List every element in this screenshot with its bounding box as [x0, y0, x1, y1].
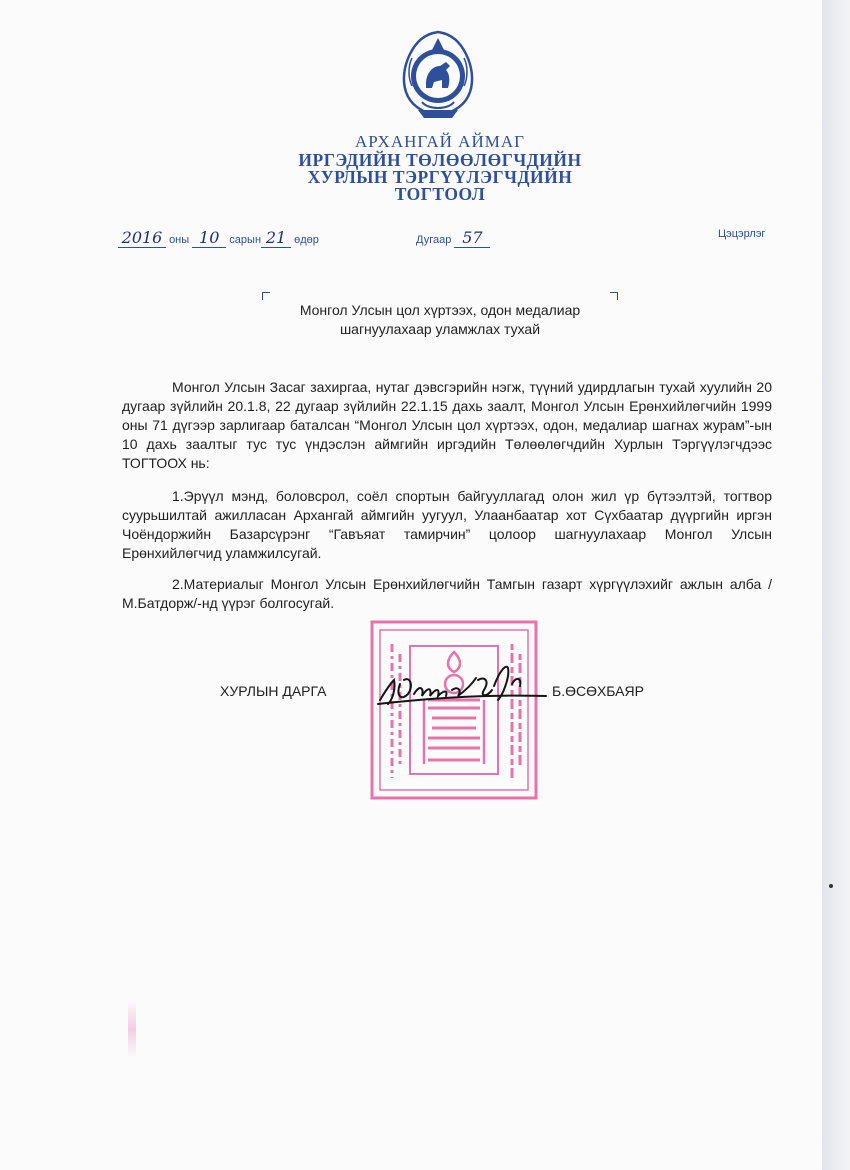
document-number: [416, 228, 490, 248]
number-value: 57: [454, 228, 490, 248]
date-year-suffix: оны: [169, 234, 190, 246]
place: Цэцэрлэг: [718, 228, 766, 240]
header-line-3: ТОГТООЛ: [394, 184, 486, 204]
date-day: 21: [261, 228, 291, 248]
title-corner-left: [262, 292, 270, 300]
handwritten-signature: [374, 650, 550, 718]
date-day-suffix: өдөр: [294, 234, 319, 246]
signature-title: ХУРЛЫН ДАРГА: [220, 683, 327, 699]
title-line-1: Монгол Улсын цол хүртээх, одон медалиар: [299, 302, 581, 318]
date-line: [118, 228, 319, 248]
scan-dust-dot: [829, 884, 833, 888]
aimag-name: АРХАНГАЙ АЙМАГ: [355, 132, 525, 151]
title-line-2: шагнуулахаар уламжлах тухай: [339, 321, 541, 337]
scan-edge: [822, 0, 850, 1170]
date-month-suffix: сарын: [229, 234, 262, 246]
date-month: 10: [192, 228, 226, 248]
paragraph-preamble: Монгол Улсын Засаг захиргаа, нутаг дэвсгэрийн нэгж, түүний удирдлагын тухай хуулийн 20 дугаар зүйлийн 20.1.8, 22 дугаар зүйлийн 22.1.15 дахь заалт, Монгол Улсын Ерөнхийлөгчийн 1999 оны 71 дүгээр зарлигаар баталсан “Монгол Улсын цол хүртээх, одон, медалиар шагнах журам”-ын 10 дахь заалтыг тус тус үндэслэн аймгийн иргэдийн Төлөөлөгчдийн Хурлын Тэргүүлэгчдээс ТОГТООХ нь:: [122, 379, 772, 471]
header-line-2: ХУРЛЫН ТЭРГҮҮЛЭГЧДИЙН: [307, 167, 573, 187]
title-corner-right: [610, 292, 618, 300]
number-label: Дугаар: [416, 234, 452, 246]
date-year: 2016: [118, 228, 166, 248]
paragraph-item-2: 2.Материалыг Монгол Улсын Ерөнхийлөгчийн Тамгын газарт хүргүүлэхийг ажлын алба /М.Батдорж/-нд үүрэг болгосугай.: [122, 576, 772, 611]
header-line-1: ИРГЭДИЙН ТӨЛӨӨЛӨГЧДИЙН: [298, 150, 582, 170]
paragraph-item-1: 1.Эрүүл мэнд, боловсрол, соёл спортын байгууллагад олон жил үр бүтээлтэй, тогтвор суурьшилтай ажилласан Архангай аймгийн уугуул, Улаанбаатар хот Сүхбаатар дүүргийн иргэн Чоёндоржийн Базарсүрэнг “Гавъяат тамирчин” цолоор шагнуулахаар Монгол Улсын Ерөнхийлөгчид уламжилсугай.: [122, 488, 772, 561]
signatory-name: Б.ӨСӨХБАЯР: [552, 683, 644, 699]
ink-bleed-mark: [128, 1000, 136, 1058]
state-emblem-icon: [396, 30, 480, 122]
